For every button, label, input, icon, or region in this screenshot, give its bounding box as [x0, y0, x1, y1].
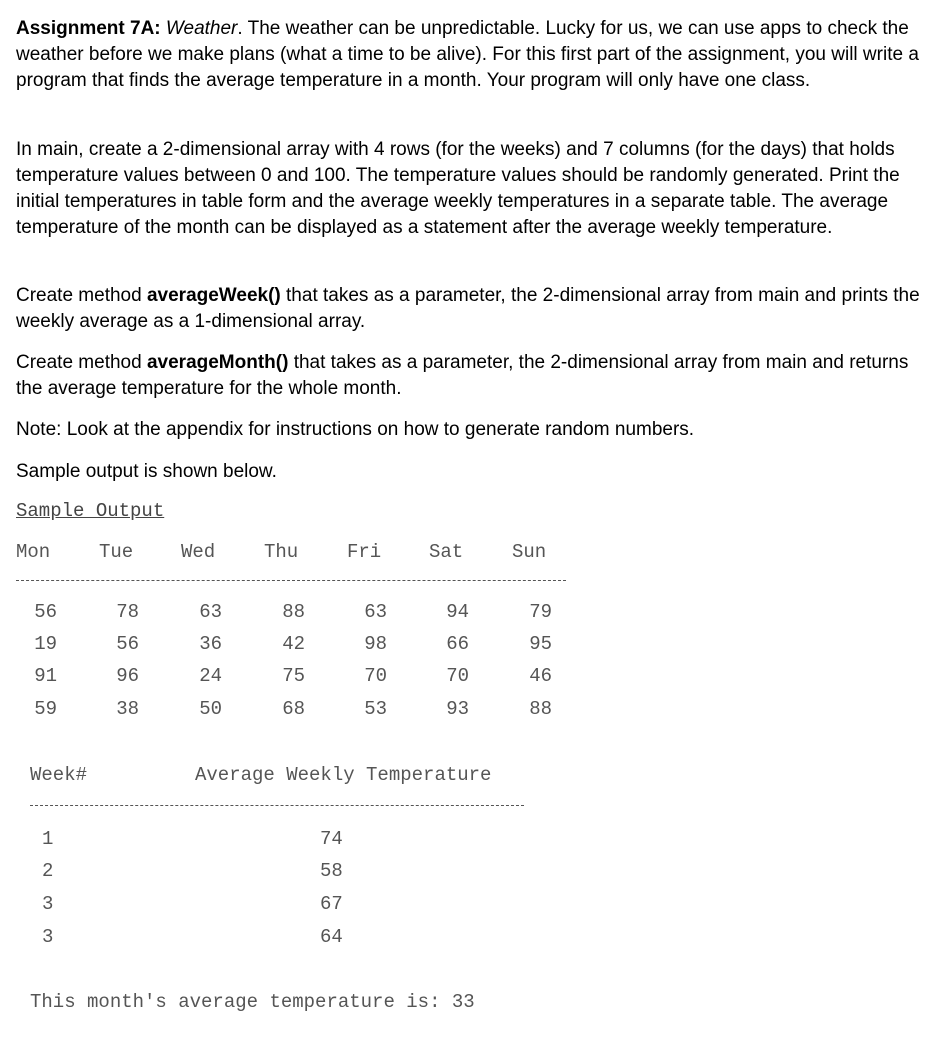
day-header: Wed	[181, 541, 216, 563]
temperature-cell: 95	[529, 633, 552, 655]
week-number: 3	[42, 926, 54, 948]
temperature-cell: 63	[199, 601, 222, 623]
instructions-paragraph: In main, create a 2-dimensional array with 4 rows (for the weeks) and 7 columns (for the days) that holds temperature values between 0 and 100. The temperature values should be randomly generated. Print the initial temperatures in table form and the average weekly temperatures in a separate table. The average temperature of the month can be displayed as a statement after the average weekly temperature.	[16, 139, 900, 238]
day-header: Tue	[99, 541, 134, 563]
temperature-cell: 93	[446, 698, 469, 720]
temperature-table-divider	[16, 580, 566, 581]
intro-text: . The weather can be unpredictable. Lucky for us, we can use apps to check the weather before we make plans (what a time to be alive). For this first part of the assignment, you will write a program that finds the average temperature in a month. Your program will only have one class.	[16, 18, 919, 91]
temperature-cell: 98	[364, 633, 387, 655]
week-header: Week#	[30, 764, 88, 786]
temperature-cell: 70	[446, 665, 469, 687]
intro-paragraph	[16, 16, 921, 94]
temperature-cell: 88	[529, 698, 552, 720]
temperature-cell: 59	[34, 698, 57, 720]
average-week-post: that takes as a parameter, the 2-dimensional array from main and prints the weekly average as a 1-dimensional array.	[16, 285, 920, 332]
average-month-pre: Create method	[16, 352, 147, 373]
sample-intro: Sample output is shown below.	[16, 461, 277, 482]
week-number: 2	[42, 860, 54, 882]
temperature-cell: 79	[529, 601, 552, 623]
assignment-title: Assignment 7A:	[16, 18, 161, 39]
week-average: 74	[320, 828, 343, 850]
average-weekly-header: Average Weekly Temperature	[195, 764, 492, 786]
temperature-cell: 36	[199, 633, 222, 655]
temperature-cell: 63	[364, 601, 387, 623]
temperature-cell: 19	[34, 633, 57, 655]
average-week-paragraph	[16, 283, 921, 335]
temperature-cell: 78	[116, 601, 139, 623]
average-week-method: averageWeek()	[146, 285, 281, 306]
assignment-subject: Weather	[165, 18, 238, 39]
temperature-cell: 96	[116, 665, 139, 687]
temperature-cell: 46	[529, 665, 552, 687]
day-header: Mon	[16, 541, 51, 563]
temperature-cell: 75	[282, 665, 305, 687]
average-month-paragraph	[16, 350, 921, 402]
week-number: 3	[42, 893, 54, 915]
temperature-cell: 38	[116, 698, 139, 720]
day-header: Thu	[264, 541, 299, 563]
week-average: 58	[320, 860, 343, 882]
temperature-cell: 24	[199, 665, 222, 687]
average-month-post: that takes as a parameter, the 2-dimensional array from main and returns the average temperature for the whole month.	[16, 352, 909, 399]
day-header: Fri	[347, 541, 382, 563]
temperature-cell: 70	[364, 665, 387, 687]
average-week-pre: Create method	[16, 285, 147, 306]
average-month-method: averageMonth()	[146, 352, 289, 373]
temperature-cell: 68	[282, 698, 305, 720]
note-paragraph: Note: Look at the appendix for instructions on how to generate random numbers.	[16, 419, 695, 440]
month-average-statement: This month's average temperature is: 33	[30, 991, 475, 1013]
temperature-cell: 50	[199, 698, 222, 720]
temperature-cell: 56	[34, 601, 57, 623]
temperature-cell: 94	[446, 601, 469, 623]
temperature-cell: 53	[364, 698, 387, 720]
week-average: 67	[320, 893, 343, 915]
temperature-cell: 66	[446, 633, 469, 655]
temperature-cell: 91	[34, 665, 57, 687]
day-header: Sun	[512, 541, 547, 563]
weekly-table-divider	[30, 805, 524, 806]
temperature-cell: 88	[282, 601, 305, 623]
temperature-cell: 56	[116, 633, 139, 655]
week-number: 1	[42, 828, 54, 850]
sample-output-heading: Sample Output	[16, 500, 165, 522]
temperature-cell: 42	[282, 633, 305, 655]
week-average: 64	[320, 926, 343, 948]
day-header: Sat	[429, 541, 464, 563]
